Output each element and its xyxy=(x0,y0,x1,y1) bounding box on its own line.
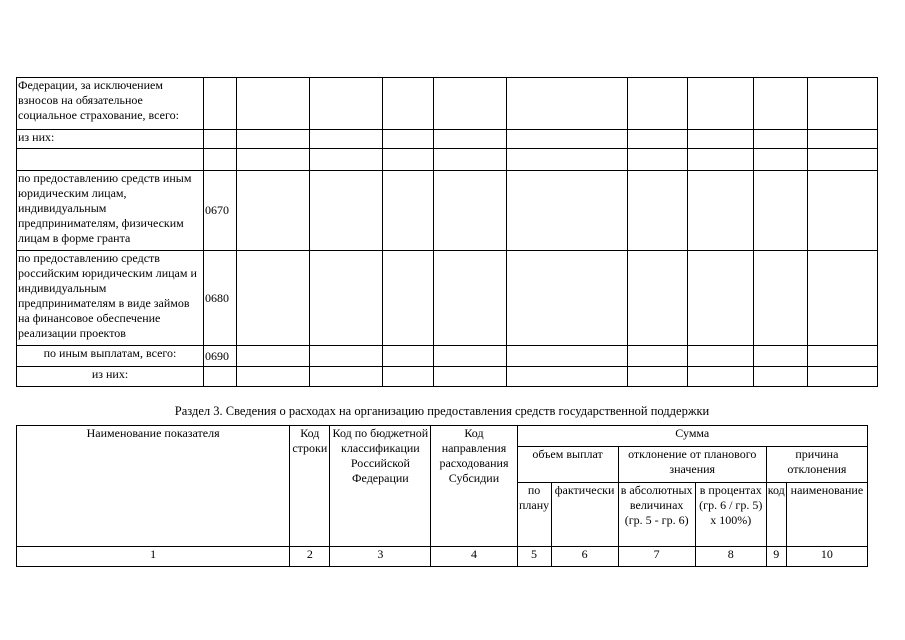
header-indicator-name: Наименование показателя xyxy=(17,426,290,547)
row-code: 0670 xyxy=(204,171,237,251)
header-subsidy-direction-code: Код направления расходования Субсидии xyxy=(431,426,517,547)
header-name: наименование xyxy=(786,483,867,547)
section-title: Раздел 3. Сведения о расходах на организацию предоставления средств государственной поддержки xyxy=(174,404,710,418)
table-row xyxy=(17,149,878,171)
row-label xyxy=(17,149,204,171)
table-row xyxy=(17,367,878,387)
header-budget-class-code: Код по бюджетной классификации Российской Федерации xyxy=(330,426,431,547)
header-code: код xyxy=(766,483,786,547)
table-row xyxy=(17,78,878,130)
column-number: 3 xyxy=(330,547,431,567)
row-label: по предоставлению средств российским юридическим лицам и индивидуальным предпринимателям в виде займов на финансовое обеспечение реализации проектов xyxy=(17,251,204,346)
row-label: из них: xyxy=(17,367,204,387)
row-label: Федерации, за исключением взносов на обязательное социальное страхование, всего: xyxy=(17,78,204,130)
header-percent: в процентах (гр. 6 / гр. 5) x 100%) xyxy=(695,483,766,547)
column-number-row xyxy=(17,547,868,567)
column-number: 1 xyxy=(17,547,290,567)
column-number: 9 xyxy=(766,547,786,567)
column-number: 5 xyxy=(517,547,551,567)
row-code xyxy=(204,367,237,387)
header-deviation-reason: причина отклонения xyxy=(766,447,867,483)
table-row xyxy=(17,346,878,367)
row-code: 0690 xyxy=(204,346,237,367)
row-label: из них: xyxy=(17,130,204,149)
table-row xyxy=(17,130,878,149)
expenses-table-continued xyxy=(16,77,878,387)
column-number: 2 xyxy=(290,547,330,567)
header-row xyxy=(17,426,868,447)
column-number: 4 xyxy=(431,547,517,567)
column-number: 7 xyxy=(618,547,695,567)
header-actual: фактически xyxy=(551,483,618,547)
section3-table xyxy=(16,425,868,567)
row-label: по иным выплатам, всего: xyxy=(17,346,204,367)
row-code xyxy=(204,149,237,171)
column-number: 10 xyxy=(786,547,867,567)
row-code xyxy=(204,130,237,149)
column-number: 6 xyxy=(551,547,618,567)
header-sum: Сумма xyxy=(517,426,867,447)
header-plan-deviation: отклонение от планового значения xyxy=(618,447,766,483)
table-row xyxy=(17,251,878,346)
column-number: 8 xyxy=(695,547,766,567)
table-row xyxy=(17,171,878,251)
row-code: 0680 xyxy=(204,251,237,346)
header-by-plan: по плану xyxy=(517,483,551,547)
header-row-code: Код строки xyxy=(290,426,330,547)
row-code xyxy=(204,78,237,130)
header-absolute: в абсолютных величинах (гр. 5 - гр. 6) xyxy=(618,483,695,547)
header-payout-volume: объем выплат xyxy=(517,447,618,483)
row-label: по предоставлению средств иным юридическим лицам, индивидуальным предпринимателям, физическим лицам в форме гранта xyxy=(17,171,204,251)
